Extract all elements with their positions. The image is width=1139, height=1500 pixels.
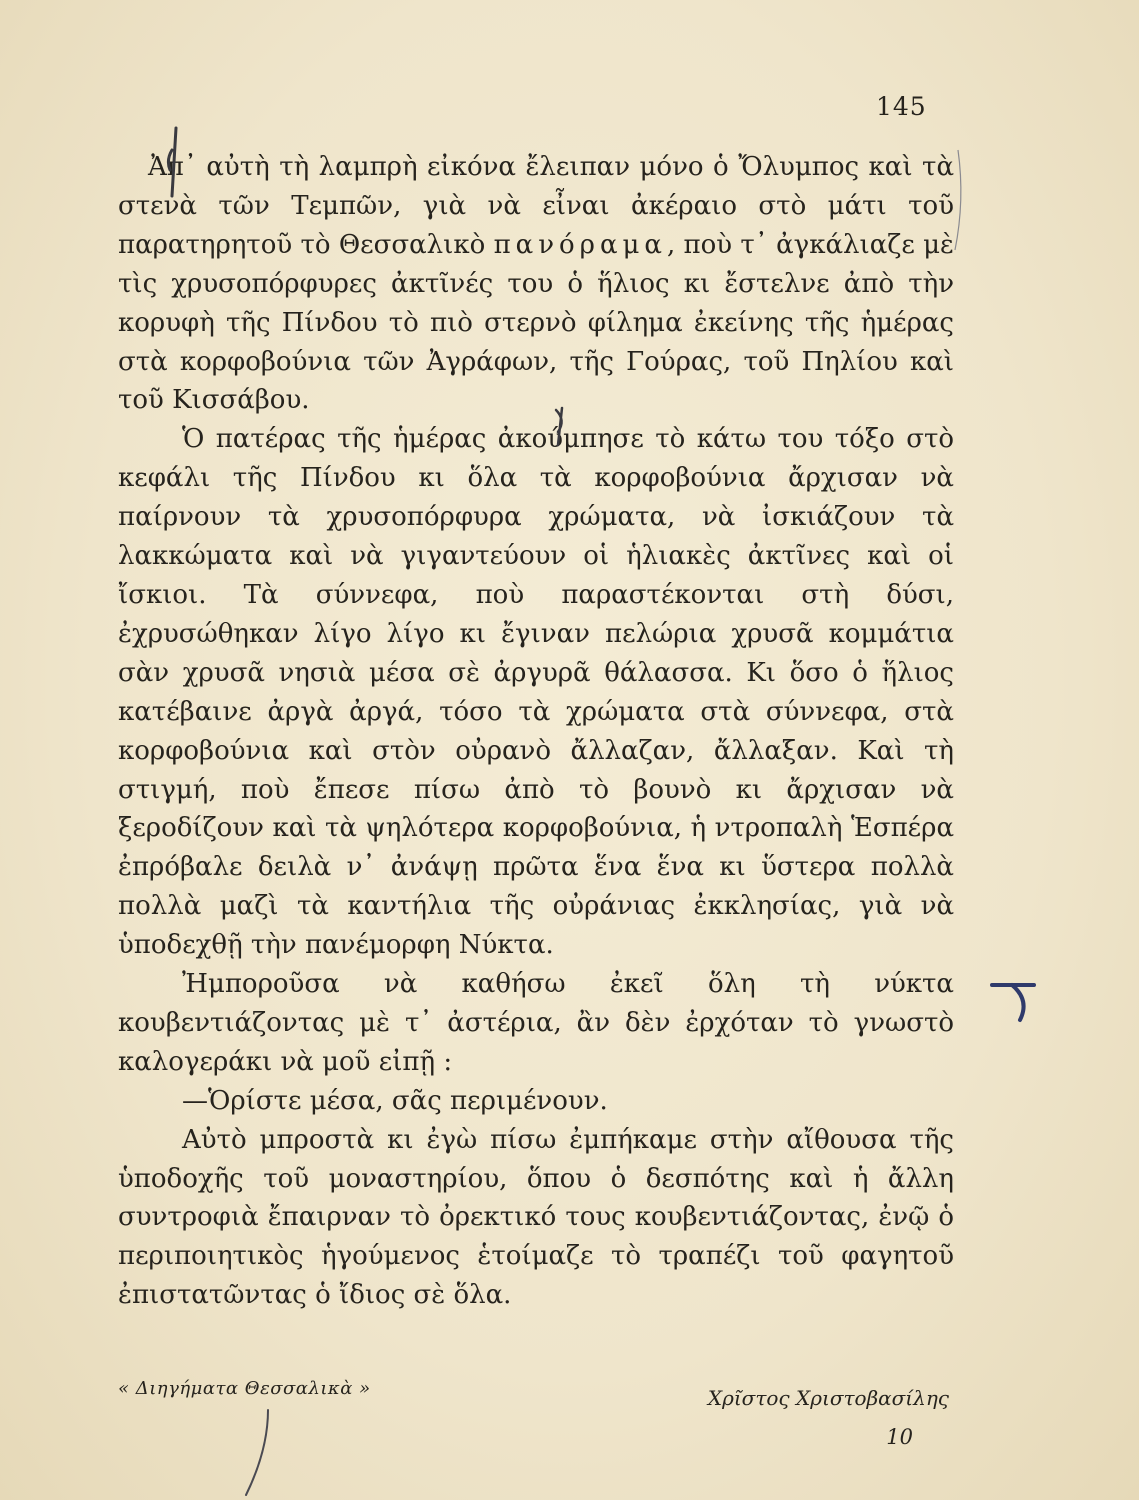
- bottom-pencil-line: [246, 1410, 268, 1495]
- author-name: Χρῖστος Χριστοβασίλης: [707, 1386, 949, 1410]
- paragraph-1-spaced-word: πανόραμα: [493, 229, 667, 260]
- body-text: [118, 148, 954, 1315]
- paragraph-1: [118, 148, 954, 420]
- margin-t-mark: [992, 985, 1034, 1020]
- paragraph-2: Ὁ πατέρας τῆς ἡμέρας ἀκούμπησε τὸ κάτω του τόξο στὸ κεφάλι τῆς Πίνδου κι ὅλα τὰ κορφοβούνια ἄρχισαν νὰ παίρνουν τὰ χρυσοπόρφυρα χρώματα, νὰ ἰσκιάζουν τὰ λακκώματα καὶ νὰ γιγαντεύουν οἱ ἡλιακὲς ἀκτῖνες καὶ οἱ ἴσκιοι. Τὰ σύννεφα, ποὺ παραστέκονται στὴ δύσι, ἐχρυσώθηκαν λίγο λίγο κι ἔγιναν πελώρια χρυσᾶ κομμάτια σὰν χρυσᾶ νησιὰ μέσα σὲ ἀργυρᾶ θάλασσα. Κι ὅσο ὁ ἥλιος κατέβαινε ἀργὰ ἀργά, τόσο τὰ χρώματα στὰ σύννεφα, στὰ κορφοβούνια καὶ στὸν οὐρανὸ ἄλλαζαν, ἄλλαξαν. Καὶ τὴ στιγμή, ποὺ ἔπεσε πίσω ἀπὸ τὸ βουνὸ κι ἄρχισαν νὰ ξεροδίζουν καὶ τὰ ψηλότερα κορφοβούνια, ἡ ντροπαλὴ Ἑσπέρα ἐπρόβαλε δειλὰ ν᾽ ἀνάψῃ πρῶτα ἕνα ἕνα κι ὕστερα πολλὰ πολλὰ μαζὶ τὰ καντήλια τῆς οὐράνιας ἐκκλησίας, γιὰ νὰ ὑποδεχθῇ τὴν πανέμορφη Νύκτα.: [118, 424, 954, 961]
- source-title: « Διηγήματα Θεσσαλικὰ »: [118, 1378, 371, 1399]
- paragraph-3: Ἠμποροῦσα νὰ καθήσω ἐκεῖ ὅλη τὴ νύκτα κουβεντιάζοντας μὲ τ᾽ ἀστέρια, ἂν δὲν ἐρχόταν τὸ γνωστὸ καλογεράκι νὰ μοῦ εἰπῇ :: [118, 969, 954, 1077]
- page-number: 145: [876, 92, 927, 121]
- margin-stroke-mark: [955, 150, 961, 250]
- paragraph-dialogue: —Ὁρίστε μέσα, σᾶς περιμένουν.: [182, 1085, 608, 1116]
- paragraph-1-start: Ἀπ᾽ αὐτὴ τὴ λαμπρὴ εἰκόνα ἔλειπαν μόνο ὁ Ὄλυμπος καὶ τὰ στενὰ τῶν Τεμπῶν, γιὰ νὰ εἶναι ἀκέραιο στὸ μάτι τοῦ παρατηρητοῦ τὸ Θεσσαλικὸ: [118, 152, 954, 260]
- paragraph-5: Αὐτὸ μπροστὰ κι ἐγὼ πίσω ἐμπήκαμε στὴν αἴθουσα τῆς ὑποδοχῆς τοῦ μοναστηρίου, ὅπου ὁ δεσπότης καὶ ἡ ἄλλη συντροφιὰ ἔπαιρναν τὸ ὀρεκτικό τους κουβεντιάζοντας, ἐνῷ ὁ περιποιητικὸς ἡγούμενος ἑτοίμαζε τὸ τραπέζι τοῦ φαγητοῦ ἐπιστατῶντας ὁ ἴδιος σὲ ὅλα.: [118, 1124, 954, 1311]
- signature-number: 10: [886, 1425, 913, 1449]
- paragraph-1-end: , ποὺ τ᾽ ἀγκάλιαζε μὲ τὶς χρυσοπόρφυρες ἀκτῖνές του ὁ ἥλιος κι ἔστελνε ἀπὸ τὴν κορυφὴ τῆς Πίνδου τὸ πιὸ στερνὸ φίλημα ἐκείνης τῆς ἡμέρας στὰ κορφοβούνια τῶν Ἀγράφων, τῆς Γούρας, τοῦ Πηλίου καὶ τοῦ Κισσάβου.: [118, 229, 954, 416]
